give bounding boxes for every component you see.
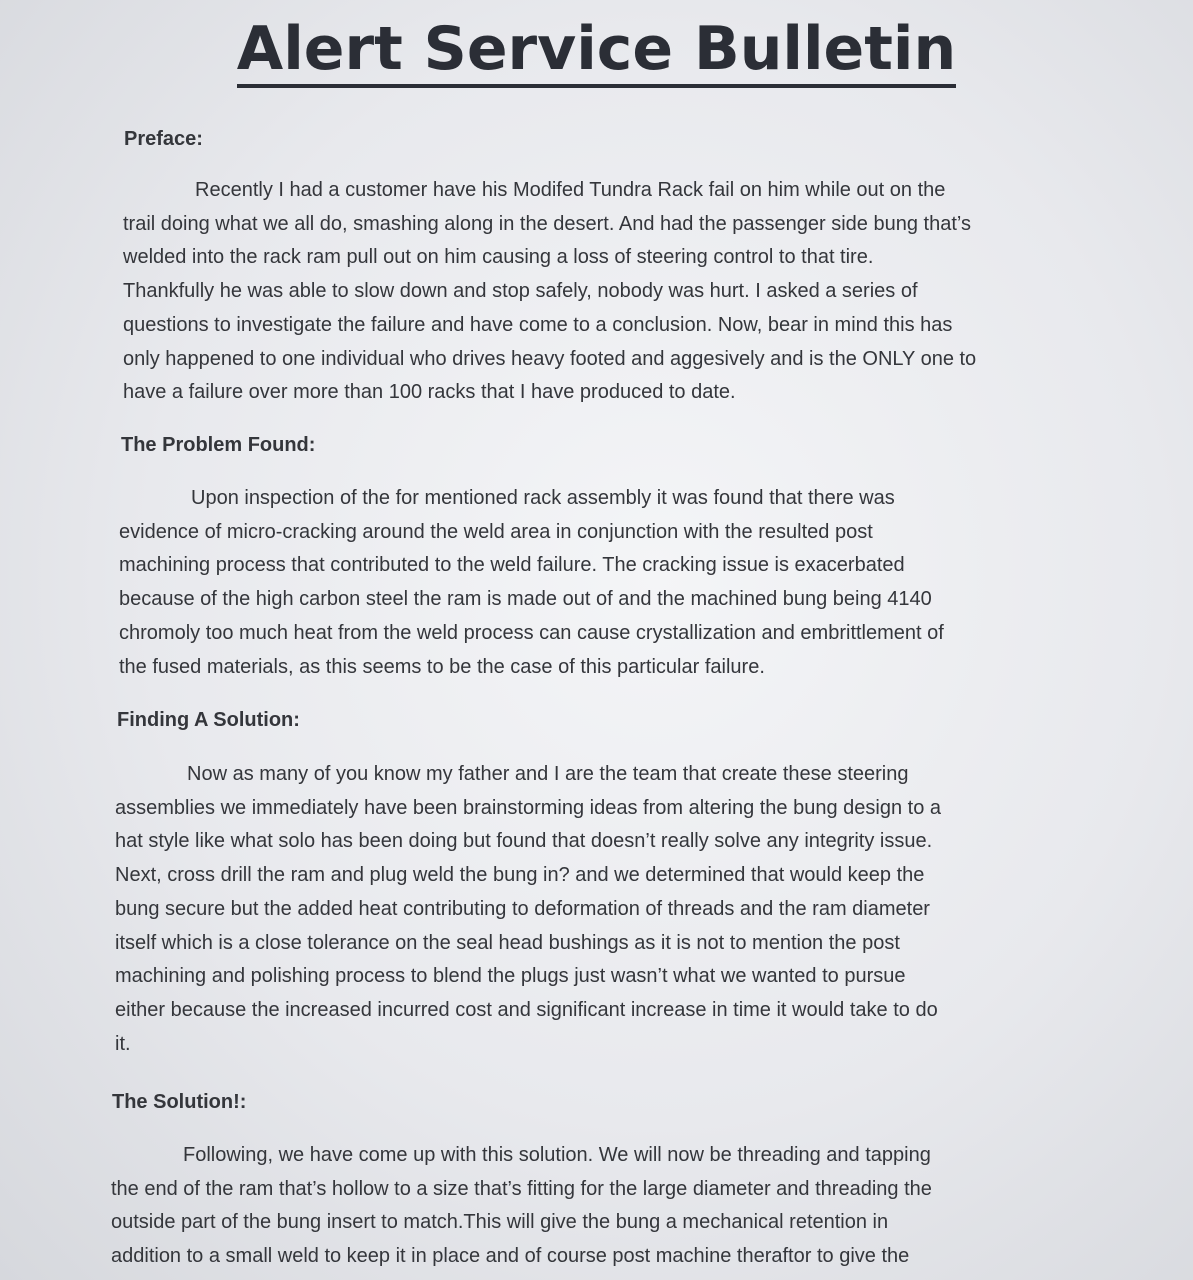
preface-heading: Preface: [124, 128, 203, 150]
paragraph-line: chromoly too much heat from the weld process can cause crystallization and embrittlement of [119, 621, 944, 644]
finding-heading: Finding A Solution: [117, 709, 300, 731]
solution-heading: The Solution!: [112, 1091, 247, 1113]
document-title: Alert Service Bulletin [0, 14, 1193, 84]
paragraph-line: questions to investigate the failure and have come to a conclusion. Now, bear in mind this has [123, 313, 953, 336]
paragraph-line: Thankfully he was able to slow down and stop safely, nobody was hurt. I asked a series of [123, 280, 918, 303]
paragraph-line: Following, we have come up with this solution. We will now be threading and tapping [183, 1144, 931, 1166]
paragraph-line: itself which is a close tolerance on the seal head bushings as it is not to mention the post [115, 931, 900, 954]
problem-paragraph [119, 482, 944, 684]
paragraph-line: trail doing what we all do, smashing along in the desert. And had the passenger side bung that’s [123, 212, 971, 235]
paragraph-line: evidence of micro-cracking around the weld area in conjunction with the resulted post [119, 520, 873, 543]
paragraph-line: either because the increased incurred cost and significant increase in time it would take to do [115, 998, 938, 1021]
paragraph-line: because of the high carbon steel the ram is made out of and the machined bung being 4140 [119, 588, 932, 611]
paragraph-line: it. [115, 1032, 131, 1055]
solution-paragraph [111, 1139, 932, 1274]
paragraph-line: hat style like what solo has been doing but found that doesn’t really solve any integrity issue. [115, 830, 933, 853]
problem-heading: The Problem Found: [121, 434, 316, 456]
paragraph-line: addition to a small weld to keep it in place and of course post machine theraftor to give the [111, 1245, 910, 1268]
paragraph-line: Now as many of you know my father and I are the team that create these steering [187, 763, 909, 785]
paragraph-line: welded into the rack ram pull out on him causing a loss of steering control to that tire. [123, 246, 874, 269]
finding-paragraph [115, 758, 941, 1061]
paragraph-line: assemblies we immediately have been brainstorming ideas from altering the bung design to a [115, 796, 942, 819]
paragraph-line: machining and polishing process to blend the plugs just wasn’t what we wanted to pursue [115, 965, 906, 988]
paragraph-line: Next, cross drill the ram and plug weld the bung in? and we determined that would keep the [115, 864, 925, 887]
paragraph-line: Recently I had a customer have his Modifed Tundra Rack fail on him while out on the [195, 179, 946, 201]
paragraph-line: Upon inspection of the for mentioned rack assembly it was found that there was [191, 487, 895, 509]
paragraph-line: outside part of the bung insert to match.This will give the bung a mechanical retention in [111, 1211, 889, 1234]
paragraph-line: the fused materials, as this seems to be the case of this particular failure. [119, 655, 765, 678]
paragraph-line: have a failure over more than 100 racks that I have produced to date. [123, 381, 736, 404]
paragraph-line: bung secure but the added heat contributing to deformation of threads and the ram diameter [115, 897, 930, 920]
preface-paragraph [123, 174, 976, 410]
paragraph-line: machining process that contributed to the weld failure. The cracking issue is exacerbated [119, 554, 905, 577]
paragraph-line: only happened to one individual who drives heavy footed and aggesively and is the ONLY one to [123, 347, 977, 370]
paragraph-line: the end of the ram that’s hollow to a size that’s fitting for the large diameter and threading the [111, 1177, 932, 1200]
